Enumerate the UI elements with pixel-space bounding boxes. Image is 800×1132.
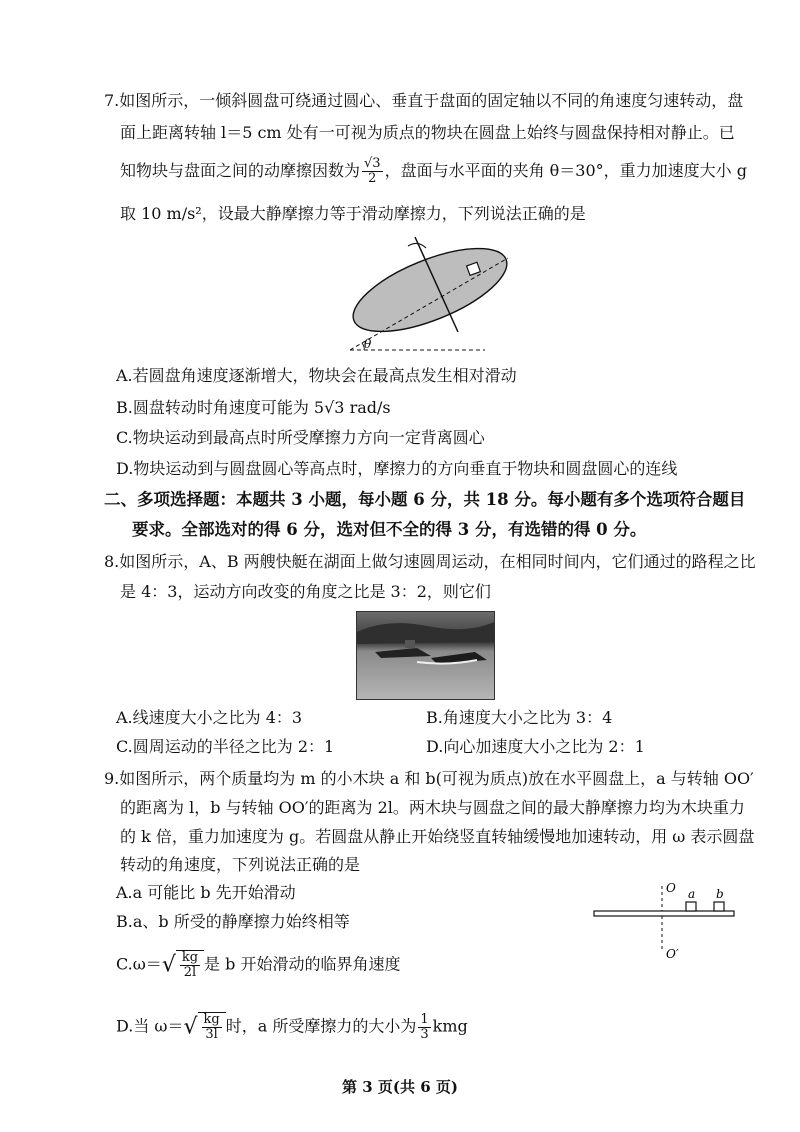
- q9-line1: 9.如图所示，两个质量均为 m 的小木块 a 和 b(可视为质点)放在水平圆盘上，a 与转轴 OO′: [104, 769, 754, 788]
- q7-line2: 面上距离转轴 l＝5 cm 处有一可视为质点的物块在圆盘上始终与圆盘保持相对静止。已: [120, 123, 735, 142]
- q7-line4: 取 10 m/s²，设最大静摩擦力等于滑动摩擦力，下列说法正确的是: [120, 204, 586, 223]
- q8-option-d: D.向心加速度大小之比为 2：1: [426, 737, 645, 756]
- label-o-prime: O′: [666, 947, 679, 960]
- q9-option-d-post: kmg: [432, 1016, 468, 1036]
- q7-line3-post: ，盘面与水平面的夹角 θ＝30°，重力加速度大小 g: [384, 161, 747, 180]
- rotation-arrow-icon: [408, 243, 426, 248]
- q9-option-c-sqrt: √ $\frac{kg}{2l}$: [162, 950, 204, 980]
- q9-option-c: [116, 950, 400, 980]
- q9-d-third: [418, 1013, 430, 1042]
- q9-option-d-sqrt: √ $\frac{kg}{3l}$: [183, 1012, 225, 1042]
- q8-line2: 是 4：3，运动方向改变的角度之比是 3：2，则它们: [120, 582, 491, 601]
- q9-option-b: B.a、b 所受的静摩擦力始终相等: [116, 912, 350, 931]
- block-a: [686, 902, 696, 911]
- q9-c-den: 2l: [183, 965, 197, 980]
- theta-label: θ: [364, 337, 372, 351]
- q8-option-a: A.线速度大小之比为 4：3: [116, 708, 303, 727]
- q9-c-num: kg: [181, 950, 199, 965]
- boat-a: [375, 648, 431, 658]
- q8-option-b: B.角速度大小之比为 3：4: [426, 708, 613, 727]
- q7-option-b: B.圆盘转动时角速度可能为 5√3 rad/s: [116, 398, 391, 417]
- q7-option-d: D.物块运动到与圆盘圆心等高点时，摩擦力的方向垂直于物块和圆盘圆心的连线: [116, 459, 678, 478]
- q7-option-a: A.若圆盘角速度逐渐增大，物块会在最高点发生相对滑动: [116, 366, 517, 385]
- q9-option-c-post: 是 b 开始滑动的临界角速度: [204, 954, 401, 974]
- section2-heading-line2: 要求。全部选对的得 6 分，选对但不全的得 3 分，有选错的得 0 分。: [132, 520, 647, 539]
- q7-tilted-disk-figure: [340, 232, 520, 357]
- horizontal-disk: [594, 911, 734, 916]
- speedboats-drawing: [357, 612, 494, 699]
- q9-option-d-pre: D.当 ω＝: [116, 1016, 184, 1036]
- q8-line1: 8.如图所示，A、B 两艘快艇在湖面上做匀速圆周运动，在相同时间内，它们通过的路程之比: [104, 552, 756, 571]
- q7-line1: 7.如图所示，一倾斜圆盘可绕通过圆心、垂直于盘面的固定轴以不同的角速度匀速转动，盘: [104, 91, 744, 110]
- q8-speedboats-photo: [356, 611, 495, 700]
- tilted-disk: [343, 232, 518, 349]
- label-b: b: [716, 887, 724, 901]
- q9-line3: 的 k 倍，重力加速度为 g。若圆盘从静止开始绕竖直转轴缓慢地加速转动，用 ω 表示圆盘: [120, 827, 755, 846]
- q9-option-a: A.a 可能比 b 先开始滑动: [116, 883, 296, 902]
- q9-d-den: 3l: [205, 1027, 218, 1042]
- q7-mu-fraction: [362, 157, 383, 186]
- page-footer: 第 3 页(共 6 页): [342, 1078, 458, 1096]
- q7-option-c: C.物块运动到最高点时所受摩擦力方向一定背离圆心: [116, 428, 485, 447]
- q9-option-d-mid: 时，a 所受摩擦力的大小为: [225, 1016, 417, 1036]
- q9-line2: 的距离为 l，b 与转轴 OO′的距离为 2l。两木块与圆盘之间的最大静摩擦力均为木块重力: [120, 798, 745, 817]
- q9-line4: 转动的角速度，下列说法正确的是: [120, 855, 361, 874]
- label-a: a: [688, 887, 696, 901]
- q7-mu-num: √3: [364, 156, 381, 171]
- q9-d-num: kg: [203, 1012, 220, 1027]
- q9-option-d: [116, 1012, 468, 1042]
- q8-option-c: C.圆周运动的半径之比为 2：1: [116, 737, 335, 756]
- q7-line3-pre: 知物块与盘面之间的动摩擦因数为: [120, 161, 361, 180]
- q7-mu-den: 2: [368, 171, 377, 186]
- boat-a-cabin: [405, 640, 415, 648]
- q9-d-fnum: 1: [420, 1011, 429, 1027]
- shoreline-trees: [357, 622, 494, 644]
- q9-option-c-pre: C.ω＝: [116, 954, 162, 974]
- q9-d-fden: 3: [420, 1026, 429, 1042]
- q9-turntable-figure: [590, 878, 740, 960]
- label-o: O: [666, 881, 676, 895]
- section2-heading-line1: 二、多项选择题：本题共 3 小题，每小题 6 分，共 18 分。每小题有多个选项符合题目: [104, 490, 746, 509]
- block-b: [714, 902, 724, 911]
- q7-line3: [120, 157, 747, 186]
